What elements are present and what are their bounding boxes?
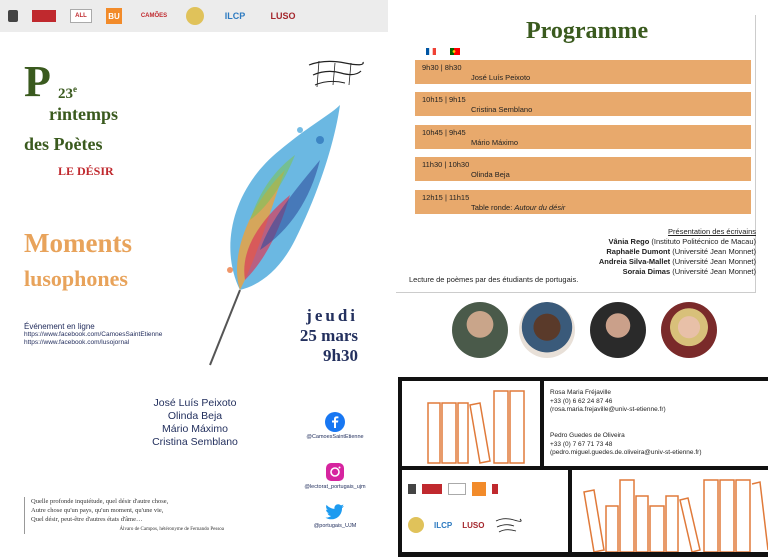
speaker-names (140, 397, 250, 449)
programme-slot (415, 190, 751, 214)
programme-slot (415, 60, 751, 84)
slot-speaker: Cristina Semblano (471, 105, 533, 114)
presenter: Soraia Dimas (Université Jean Monnet) (622, 267, 756, 276)
logo-1 (8, 10, 18, 22)
event-url-1[interactable]: https://www.facebook.com/CamoesSaintEtienne (24, 331, 163, 338)
slot-speaker: Table ronde: Autour du désir (471, 203, 566, 212)
title-printemps: rintemps (49, 104, 118, 124)
slot-speaker: José Luís Peixoto (471, 73, 531, 82)
facebook-handle: @CamoesSaintEtienne (306, 434, 364, 440)
social-instagram[interactable] (300, 462, 370, 490)
twitter-icon (325, 503, 345, 521)
date-time: 9h30 (323, 346, 358, 365)
contact-name: Pedro Guedes de Oliveira (550, 432, 625, 439)
title-des-poetes: des Poètes (24, 134, 103, 154)
quote-line: Quel désir, peut-être d'autres états d'âme… (31, 516, 143, 523)
contact-1 (550, 389, 666, 415)
logo-ilcp: ILCP (224, 11, 246, 21)
partner-logo-bar (0, 0, 388, 32)
poetry-reading-note: Lecture de poèmes par des étudiants de portugais. (409, 275, 579, 284)
logo-bu (472, 482, 486, 496)
books-panel (402, 381, 540, 466)
avatar (519, 302, 575, 358)
event-url-2[interactable]: https://www.facebook.com/lusojornal (24, 339, 130, 346)
slot-time: 12h15 | 11h15 (422, 193, 470, 202)
online-event-label: Événement en ligne (24, 322, 95, 331)
presentation-heading: Présentation des écrivains (668, 227, 756, 236)
programme-slot (415, 125, 751, 149)
bottom-logos-panel (402, 470, 568, 552)
logo-camoes (492, 484, 522, 494)
avatar (590, 302, 646, 358)
logo-3: ALL (70, 9, 92, 23)
pessoa-quote (24, 497, 224, 534)
contact-email[interactable]: (pedro.miguel.guedes.de.oliveira@univ-st-etienne.fr) (550, 449, 702, 456)
slot-time: 9h30 | 8h30 (422, 63, 462, 72)
speaker-name: Mário Máximo (162, 423, 228, 435)
moments-heading: Moments (24, 228, 132, 258)
slot-time: 10h45 | 9h45 (422, 128, 466, 137)
programme-slot (415, 157, 751, 181)
logo-ilcp: ILCP (434, 520, 453, 530)
edition-number: 23e (58, 84, 77, 102)
quote-attribution: Álvaro de Campos, hétéronyme de Fernando Pessoa (119, 527, 224, 532)
logo-camara (186, 7, 204, 25)
speaker-name: José Luís Peixoto (153, 397, 237, 409)
logo-luso: LUSO (462, 520, 485, 530)
printemps-des-poetes-logo (494, 516, 522, 534)
slot-speaker: Olinda Beja (471, 170, 510, 179)
event-date (298, 306, 358, 366)
twitter-handle: @portugais_UJM (313, 523, 357, 529)
bottom-logo-row-2 (408, 516, 522, 534)
logo-2 (422, 484, 442, 494)
date-day: jeudi (306, 306, 358, 325)
presenter: Vânia Rego (Instituto Politécnico de Macau) (608, 237, 756, 246)
facebook-icon (325, 412, 345, 432)
slot-speaker: Mário Máximo (471, 138, 519, 147)
books-illustration (402, 381, 540, 466)
contact-phone[interactable]: +33 (0) 6 62 24 87 46 (550, 397, 613, 405)
speaker-name: Cristina Semblano (152, 436, 238, 448)
logo-luso: LUSO (270, 11, 296, 21)
programme-title: Programme (526, 18, 649, 44)
portuguese-flag-icon (450, 48, 460, 55)
quote-line: Quelle profonde inquiétude, quel désir d'autre chose, (31, 498, 169, 505)
instagram-handle: @lectorat_portugais_ujm (304, 484, 366, 490)
slot-time: 10h15 | 9h15 (422, 95, 466, 104)
logo-camara (408, 517, 424, 533)
bottom-logo-row (408, 482, 522, 496)
logo-2 (32, 10, 56, 22)
presenter: Andreia Silva-Mallet (Université Jean Monnet) (598, 257, 756, 266)
presenter: Raphaële Dumont (Université Jean Monnet) (606, 247, 756, 256)
date-date: 25 mars (299, 326, 358, 345)
avatar (661, 302, 717, 358)
quote-line: Autre chose qu'un pays, qu'un moment, qu'une vie, (31, 507, 164, 514)
presenters-list (560, 227, 756, 277)
online-event-info (24, 322, 162, 347)
books-illustration (572, 470, 768, 552)
logo-camoes: CAMÕES (140, 13, 168, 19)
avatar (452, 302, 508, 358)
title-p-initial: P (24, 57, 51, 106)
slot-time: 11h30 | 10h30 (422, 160, 470, 169)
contact-phone[interactable]: +33 (0) 7 67 71 73 48 (550, 440, 613, 448)
printemps-des-poetes-logo (305, 57, 367, 89)
books-panel-bottom (572, 470, 768, 552)
contact-name: Rosa Maria Fréjaville (550, 389, 612, 396)
social-facebook[interactable] (300, 412, 370, 440)
round-table-topic: Autour du désir (514, 203, 566, 212)
theme-subtitle: LE DÉSIR (58, 164, 114, 178)
contact-email[interactable]: (rosa.maria.frejaville@univ-st-etienne.fr) (550, 406, 666, 413)
logo-3 (448, 483, 466, 495)
french-flag-icon (426, 48, 436, 55)
instagram-icon (325, 462, 345, 482)
logo-1 (408, 484, 416, 494)
lusophones-heading: lusophones (24, 266, 128, 291)
speaker-name: Olinda Beja (167, 410, 223, 422)
contact-2 (550, 432, 701, 458)
social-twitter[interactable] (300, 503, 370, 529)
programme-slot (415, 92, 751, 116)
logo-bu: BU (106, 8, 122, 24)
